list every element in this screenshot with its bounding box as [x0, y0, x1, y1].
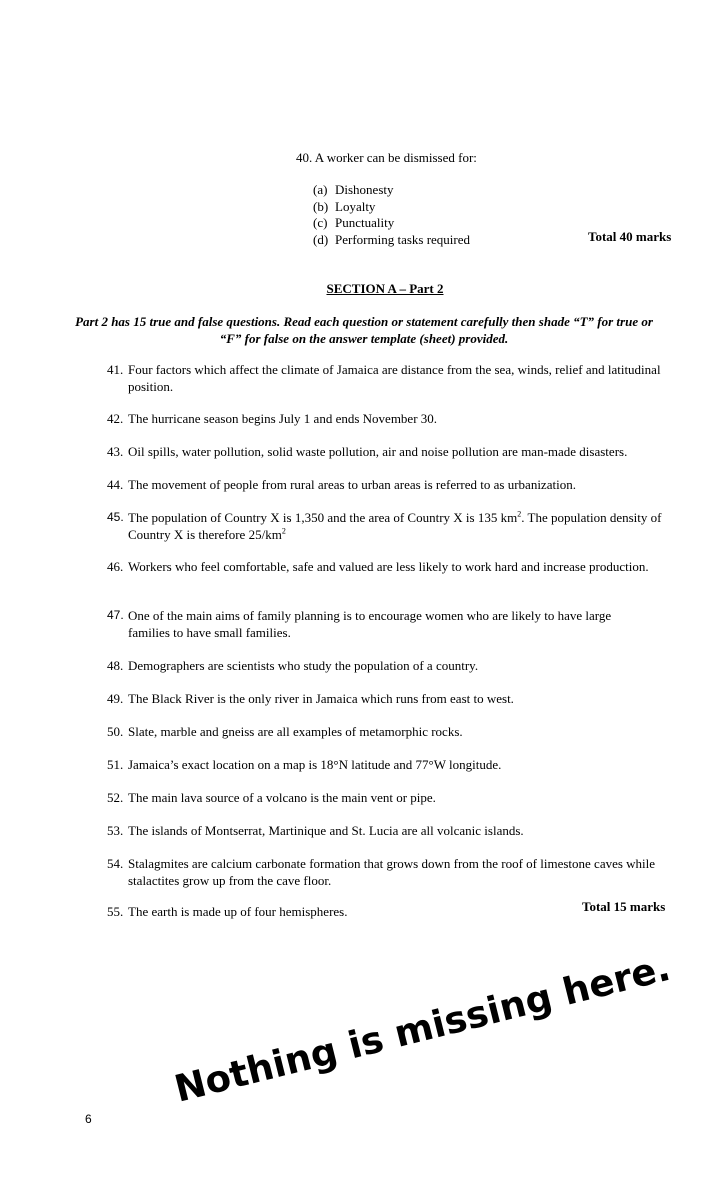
question-text: Workers who feel comfortable, safe and valued are less likely to work hard and increase production. [128, 559, 649, 574]
question-number: 43. [107, 444, 124, 459]
question-number: 52. [107, 790, 124, 805]
question-text-part-a: The population of Country X is 1,350 and the area of Country X is 135 km [128, 510, 518, 525]
option-text: Loyalty [335, 198, 376, 214]
intro-line-1: Part 2 has 15 true and false questions. Read each question or statement carefully then shade “T” for true or [75, 314, 653, 329]
page-number: 6 [85, 1112, 92, 1126]
question-49 [107, 690, 687, 707]
handwritten-stamp-text: Nothing is missing here. [170, 945, 675, 1111]
question-53 [107, 822, 687, 839]
option-text: Performing tasks required [335, 231, 471, 247]
part-intro [30, 313, 698, 347]
option-c [313, 215, 470, 232]
question-44 [107, 476, 687, 493]
question-42 [107, 410, 687, 427]
option-b [313, 199, 470, 216]
option-letter: (c) [313, 215, 328, 230]
question-text: One of the main aims of family planning is to encourage women who are likely to have large families to have small families. [128, 608, 612, 640]
question-number: 55. [107, 904, 124, 919]
option-letter: (b) [313, 198, 329, 214]
question-text: The earth is made up of four hemispheres. [128, 904, 348, 919]
question-48 [107, 657, 687, 674]
question-text-part-b: . The population density of Country X is therefore 25/km [128, 510, 662, 542]
superscript-a: 2 [517, 509, 522, 519]
question-46 [107, 558, 687, 575]
question-51 [107, 756, 687, 773]
question-number: 49. [107, 691, 124, 706]
question-number: 54. [107, 856, 124, 871]
question-54 [107, 855, 687, 889]
question-50 [107, 723, 687, 740]
question-45 [107, 509, 687, 543]
option-letter: (a) [313, 182, 328, 197]
question-40: 40. A worker can be dismissed for: [296, 150, 477, 165]
option-letter: (d) [313, 231, 329, 247]
option-d [313, 232, 470, 249]
question-number: 42. [107, 411, 124, 426]
question-text: The movement of people from rural areas to urban areas is referred to as urbanization. [128, 477, 576, 492]
question-text: Demographers are scientists who study the population of a country. [128, 658, 479, 673]
question-52 [107, 789, 687, 806]
question-number: 47. [107, 608, 124, 622]
question-47 [107, 607, 687, 641]
question-41 [107, 361, 687, 395]
question-number: 48. [107, 658, 124, 673]
question-number: 45. [107, 510, 124, 524]
question-text: The hurricane season begins July 1 and ends November 30. [128, 411, 438, 426]
intro-line-2: “F” for false on the answer template (sheet) provided. [219, 331, 509, 346]
section-title: SECTION A – Part 2 [326, 281, 444, 296]
question-text: The main lava source of a volcano is the main vent or pipe. [128, 790, 436, 805]
question-text: The islands of Montserrat, Martinique and St. Lucia are all volcanic islands. [128, 823, 524, 838]
option-a [313, 182, 470, 199]
question-text: Slate, marble and gneiss are all examples of metamorphic rocks. [128, 724, 463, 739]
question-text: Four factors which affect the climate of Jamaica are distance from the sea, winds, relief and latitudinal position. [128, 362, 661, 394]
question-text: Jamaica’s exact location on a map is 18°N latitude and 77°W longitude. [128, 757, 502, 772]
question-text: Stalagmites are calcium carbonate formation that grows down from the roof of limestone caves while stalactites grow up from the cave floor. [128, 856, 656, 888]
question-text: Oil spills, water pollution, solid waste pollution, air and noise pollution are man-made disasters. [128, 444, 628, 459]
question-number: 44. [107, 477, 124, 492]
question-text: The Black River is the only river in Jamaica which runs from east to west. [128, 691, 514, 706]
superscript-b: 2 [281, 526, 286, 536]
option-text: Punctuality [335, 215, 395, 230]
question-number: 50. [107, 724, 124, 739]
question-number: 53. [107, 823, 124, 838]
question-number: 41. [107, 362, 124, 377]
total-40-marks: Total 40 marks [588, 229, 672, 244]
question-number: 46. [107, 559, 124, 574]
question-40-options [313, 182, 470, 248]
option-text: Dishonesty [335, 182, 394, 197]
total-15-marks: Total 15 marks [582, 899, 666, 914]
question-43 [107, 443, 687, 460]
question-number: 51. [107, 757, 124, 772]
question-text [107, 509, 687, 543]
